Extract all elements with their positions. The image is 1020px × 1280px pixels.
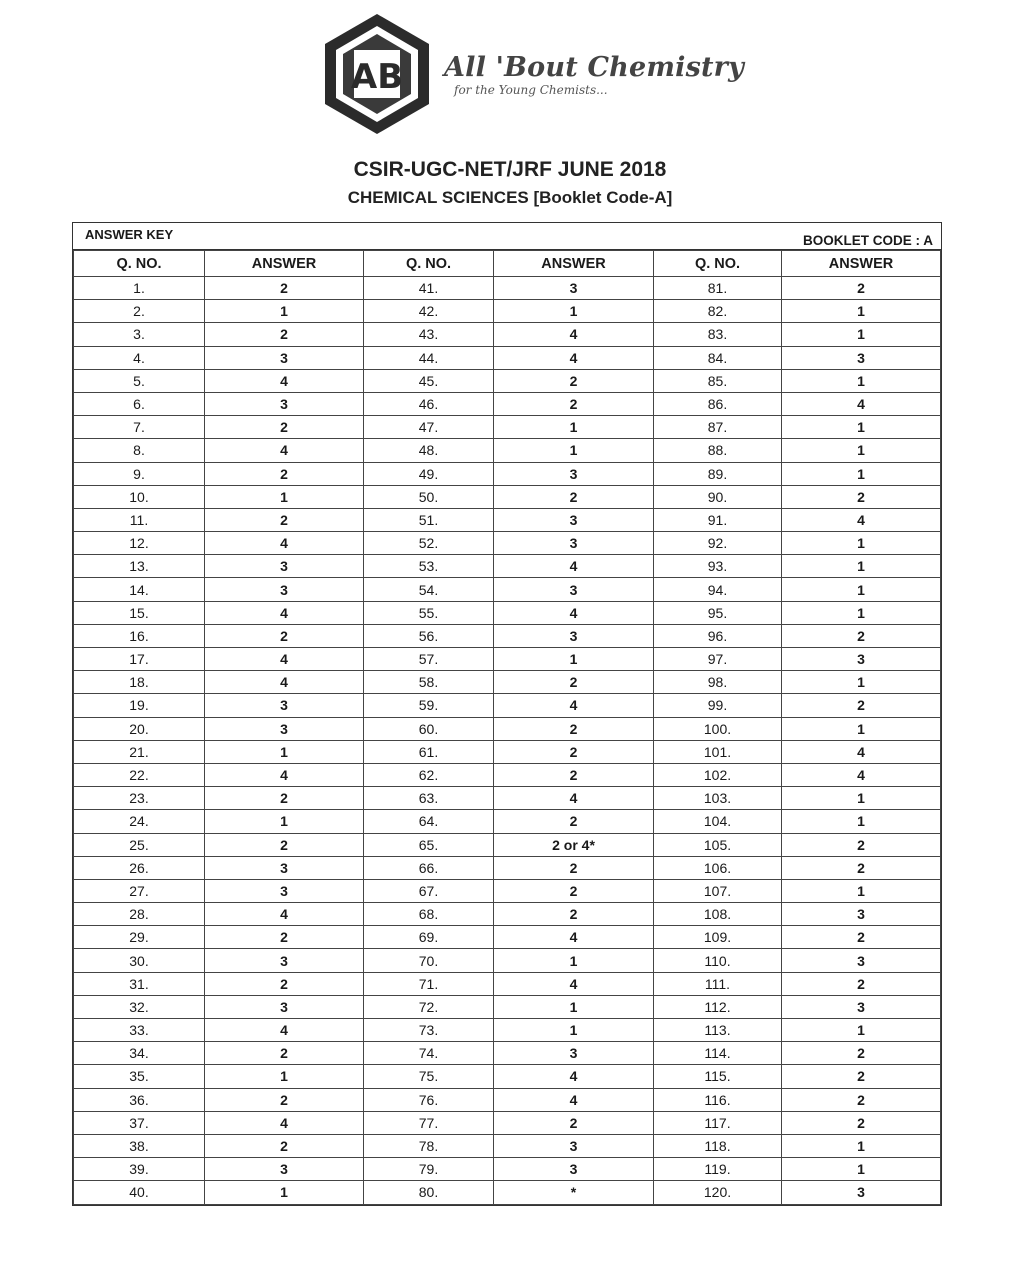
answer-cell: 2 <box>782 926 941 949</box>
answer-cell: 2 <box>782 1088 941 1111</box>
answer-cell: 2 <box>782 485 941 508</box>
question-number-cell: 114. <box>654 1042 782 1065</box>
question-number-cell: 90. <box>654 485 782 508</box>
question-number-cell: 31. <box>74 972 205 995</box>
question-number-cell: 105. <box>654 833 782 856</box>
table-row <box>74 763 941 786</box>
answer-cell: 4 <box>205 648 364 671</box>
answer-cell: 1 <box>494 439 654 462</box>
answer-cell: 2 <box>205 416 364 439</box>
question-number-cell: 21. <box>74 740 205 763</box>
table-row <box>74 601 941 624</box>
question-number-cell: 17. <box>74 648 205 671</box>
answer-cell: 1 <box>782 439 941 462</box>
question-number-cell: 72. <box>364 995 494 1018</box>
answer-cell: 4 <box>494 1065 654 1088</box>
answer-cell: 4 <box>205 601 364 624</box>
monogram-text: AB <box>350 57 404 97</box>
answer-cell: 1 <box>782 578 941 601</box>
answer-cell: 4 <box>782 740 941 763</box>
answer-cell: 2 <box>205 926 364 949</box>
question-number-cell: 92. <box>654 532 782 555</box>
hexagon-monogram-icon <box>322 12 432 136</box>
question-number-cell: 74. <box>364 1042 494 1065</box>
answer-key-label: ANSWER KEY <box>85 227 174 242</box>
answer-cell: 2 <box>494 369 654 392</box>
question-number-cell: 116. <box>654 1088 782 1111</box>
answer-cell: 4 <box>205 903 364 926</box>
question-number-cell: 113. <box>654 1019 782 1042</box>
answer-cell: 2 <box>205 972 364 995</box>
question-number-cell: 28. <box>74 903 205 926</box>
answer-cell: 1 <box>494 416 654 439</box>
answer-cell: 4 <box>494 694 654 717</box>
question-number-cell: 3. <box>74 323 205 346</box>
table-row <box>74 300 941 323</box>
answer-cell: 1 <box>205 300 364 323</box>
page-title: CSIR-UGC-NET/JRF JUNE 2018 <box>353 158 667 181</box>
answer-cell: 3 <box>494 462 654 485</box>
question-number-cell: 65. <box>364 833 494 856</box>
question-number-cell: 41. <box>364 277 494 300</box>
question-number-cell: 38. <box>74 1134 205 1157</box>
table-row <box>74 416 941 439</box>
sheet-header <box>73 223 941 250</box>
question-number-cell: 49. <box>364 462 494 485</box>
answer-cell: 1 <box>205 1181 364 1204</box>
answer-cell: 2 <box>782 1042 941 1065</box>
answer-cell: 2 <box>494 856 654 879</box>
table-row <box>74 903 941 926</box>
answer-cell: 3 <box>205 856 364 879</box>
column-header: Q. NO. <box>364 251 494 277</box>
question-number-cell: 85. <box>654 369 782 392</box>
answer-cell: 3 <box>494 1042 654 1065</box>
question-number-cell: 86. <box>654 392 782 415</box>
question-number-cell: 36. <box>74 1088 205 1111</box>
answer-cell: 2 <box>494 485 654 508</box>
question-number-cell: 107. <box>654 879 782 902</box>
question-number-cell: 79. <box>364 1158 494 1181</box>
answer-cell: 1 <box>494 300 654 323</box>
answer-key-sheet <box>72 222 942 1206</box>
answer-cell: 1 <box>782 323 941 346</box>
answer-cell: 3 <box>205 717 364 740</box>
question-number-cell: 13. <box>74 555 205 578</box>
table-row <box>74 578 941 601</box>
question-number-cell: 96. <box>654 624 782 647</box>
question-number-cell: 25. <box>74 833 205 856</box>
question-number-cell: 30. <box>74 949 205 972</box>
table-row <box>74 995 941 1018</box>
question-number-cell: 101. <box>654 740 782 763</box>
table-row <box>74 648 941 671</box>
answer-cell: 2 <box>205 787 364 810</box>
question-number-cell: 19. <box>74 694 205 717</box>
question-number-cell: 48. <box>364 439 494 462</box>
answer-cell: 2 <box>494 903 654 926</box>
table-row <box>74 972 941 995</box>
answer-key-table <box>73 250 941 1205</box>
question-number-cell: 57. <box>364 648 494 671</box>
booklet-code-label: BOOKLET CODE : A <box>803 233 933 248</box>
answer-cell: 4 <box>782 392 941 415</box>
question-number-cell: 40. <box>74 1181 205 1204</box>
table-row <box>74 323 941 346</box>
question-number-cell: 94. <box>654 578 782 601</box>
answer-cell: 1 <box>782 1134 941 1157</box>
answer-cell: 3 <box>782 648 941 671</box>
answer-cell: 1 <box>205 485 364 508</box>
answer-cell: 4 <box>205 369 364 392</box>
question-number-cell: 99. <box>654 694 782 717</box>
question-number-cell: 43. <box>364 323 494 346</box>
answer-cell: 3 <box>782 903 941 926</box>
answer-cell: 2 <box>782 1065 941 1088</box>
question-number-cell: 39. <box>74 1158 205 1181</box>
answer-cell: 3 <box>494 624 654 647</box>
question-number-cell: 98. <box>654 671 782 694</box>
answer-cell: 4 <box>494 346 654 369</box>
answer-cell: 1 <box>782 1158 941 1181</box>
answer-cell: 2 <box>494 392 654 415</box>
table-row <box>74 787 941 810</box>
answer-cell: 2 <box>782 833 941 856</box>
answer-cell: 3 <box>494 1158 654 1181</box>
table-row <box>74 439 941 462</box>
answer-cell: 4 <box>782 508 941 531</box>
table-row <box>74 1042 941 1065</box>
question-number-cell: 18. <box>74 671 205 694</box>
answer-cell: 3 <box>205 995 364 1018</box>
question-number-cell: 6. <box>74 392 205 415</box>
answer-cell: 2 <box>205 1042 364 1065</box>
answer-cell: 4 <box>494 601 654 624</box>
answer-cell: 3 <box>205 879 364 902</box>
answer-cell: 2 <box>205 833 364 856</box>
question-number-cell: 77. <box>364 1111 494 1134</box>
answer-cell: 3 <box>205 949 364 972</box>
question-number-cell: 69. <box>364 926 494 949</box>
question-number-cell: 95. <box>654 601 782 624</box>
page-subtitle: CHEMICAL SCIENCES [Booklet Code-A] <box>347 188 673 207</box>
question-number-cell: 89. <box>654 462 782 485</box>
answer-cell: 4 <box>494 926 654 949</box>
answer-cell: 2 <box>782 972 941 995</box>
answer-cell: 2 <box>205 323 364 346</box>
table-header-row <box>74 251 941 277</box>
table-row <box>74 717 941 740</box>
question-number-cell: 106. <box>654 856 782 879</box>
question-number-cell: 33. <box>74 1019 205 1042</box>
table-row <box>74 508 941 531</box>
answer-cell: 3 <box>494 578 654 601</box>
table-row <box>74 1019 941 1042</box>
question-number-cell: 70. <box>364 949 494 972</box>
table-row <box>74 462 941 485</box>
answer-cell: 1 <box>782 532 941 555</box>
brand-tagline: for the Young Chemists... <box>454 83 608 97</box>
answer-cell: 3 <box>205 694 364 717</box>
question-number-cell: 97. <box>654 648 782 671</box>
answer-cell: 2 <box>494 740 654 763</box>
brand-name: All 'Bout Chemistry <box>444 52 744 83</box>
question-number-cell: 54. <box>364 578 494 601</box>
table-row <box>74 740 941 763</box>
table-row <box>74 555 941 578</box>
table-row <box>74 810 941 833</box>
answer-cell: 2 <box>205 1134 364 1157</box>
answer-cell: 2 <box>782 856 941 879</box>
answer-cell: 1 <box>782 416 941 439</box>
answer-cell: 1 <box>782 555 941 578</box>
answer-cell: 1 <box>782 369 941 392</box>
question-number-cell: 10. <box>74 485 205 508</box>
answer-cell: 2 <box>205 277 364 300</box>
answer-cell: 1 <box>782 300 941 323</box>
answer-cell: 4 <box>205 763 364 786</box>
question-number-cell: 61. <box>364 740 494 763</box>
question-number-cell: 59. <box>364 694 494 717</box>
answer-cell: 3 <box>205 1158 364 1181</box>
question-number-cell: 8. <box>74 439 205 462</box>
answer-cell: 2 <box>782 624 941 647</box>
table-row <box>74 392 941 415</box>
answer-cell: 3 <box>782 1181 941 1204</box>
answer-cell: 4 <box>494 323 654 346</box>
question-number-cell: 91. <box>654 508 782 531</box>
table-row <box>74 926 941 949</box>
question-number-cell: 23. <box>74 787 205 810</box>
table-row <box>74 833 941 856</box>
answer-cell: 1 <box>494 648 654 671</box>
question-number-cell: 24. <box>74 810 205 833</box>
question-number-cell: 32. <box>74 995 205 1018</box>
question-number-cell: 29. <box>74 926 205 949</box>
answer-cell: 2 <box>205 508 364 531</box>
answer-cell: 1 <box>494 995 654 1018</box>
question-number-cell: 47. <box>364 416 494 439</box>
question-number-cell: 81. <box>654 277 782 300</box>
answer-cell: 2 <box>494 763 654 786</box>
table-row <box>74 949 941 972</box>
question-number-cell: 51. <box>364 508 494 531</box>
question-number-cell: 80. <box>364 1181 494 1204</box>
question-number-cell: 67. <box>364 879 494 902</box>
column-header: ANSWER <box>494 251 654 277</box>
question-number-cell: 111. <box>654 972 782 995</box>
question-number-cell: 102. <box>654 763 782 786</box>
answer-cell: 4 <box>205 1111 364 1134</box>
answer-cell: 4 <box>494 787 654 810</box>
table-row <box>74 485 941 508</box>
question-number-cell: 120. <box>654 1181 782 1204</box>
question-number-cell: 93. <box>654 555 782 578</box>
question-number-cell: 75. <box>364 1065 494 1088</box>
answer-cell: 2 <box>205 624 364 647</box>
question-number-cell: 55. <box>364 601 494 624</box>
question-number-cell: 115. <box>654 1065 782 1088</box>
table-row <box>74 879 941 902</box>
answer-cell: 2 <box>494 717 654 740</box>
column-header: Q. NO. <box>654 251 782 277</box>
question-number-cell: 63. <box>364 787 494 810</box>
question-number-cell: 35. <box>74 1065 205 1088</box>
question-number-cell: 100. <box>654 717 782 740</box>
answer-cell: 1 <box>782 671 941 694</box>
question-number-cell: 42. <box>364 300 494 323</box>
table-row <box>74 532 941 555</box>
question-number-cell: 112. <box>654 995 782 1018</box>
answer-cell: 1 <box>205 1065 364 1088</box>
question-number-cell: 58. <box>364 671 494 694</box>
table-row <box>74 694 941 717</box>
question-number-cell: 119. <box>654 1158 782 1181</box>
answer-cell: 1 <box>782 462 941 485</box>
question-number-cell: 5. <box>74 369 205 392</box>
question-number-cell: 45. <box>364 369 494 392</box>
answer-cell: 2 <box>494 810 654 833</box>
question-number-cell: 12. <box>74 532 205 555</box>
question-number-cell: 64. <box>364 810 494 833</box>
question-number-cell: 71. <box>364 972 494 995</box>
table-row <box>74 856 941 879</box>
question-number-cell: 11. <box>74 508 205 531</box>
question-number-cell: 66. <box>364 856 494 879</box>
answer-cell: 3 <box>782 995 941 1018</box>
question-number-cell: 60. <box>364 717 494 740</box>
question-number-cell: 26. <box>74 856 205 879</box>
question-number-cell: 83. <box>654 323 782 346</box>
table-row <box>74 1134 941 1157</box>
table-row <box>74 1088 941 1111</box>
table-row <box>74 1111 941 1134</box>
answer-cell: 3 <box>205 346 364 369</box>
question-number-cell: 56. <box>364 624 494 647</box>
answer-cell: 3 <box>205 578 364 601</box>
question-number-cell: 109. <box>654 926 782 949</box>
answer-cell: 4 <box>782 763 941 786</box>
answer-cell: 2 <box>494 671 654 694</box>
question-number-cell: 50. <box>364 485 494 508</box>
answer-cell: 2 <box>205 1088 364 1111</box>
answer-cell: 1 <box>782 787 941 810</box>
table-row <box>74 1065 941 1088</box>
question-number-cell: 52. <box>364 532 494 555</box>
answer-cell: 4 <box>205 1019 364 1042</box>
logo <box>322 12 744 136</box>
question-number-cell: 104. <box>654 810 782 833</box>
column-header: Q. NO. <box>74 251 205 277</box>
answer-cell: 2 <box>782 694 941 717</box>
answer-cell: 3 <box>494 1134 654 1157</box>
answer-cell: 2 <box>782 1111 941 1134</box>
answer-cell: 4 <box>494 1088 654 1111</box>
answer-cell: 1 <box>782 1019 941 1042</box>
question-number-cell: 22. <box>74 763 205 786</box>
question-number-cell: 78. <box>364 1134 494 1157</box>
question-number-cell: 68. <box>364 903 494 926</box>
answer-cell: 1 <box>494 949 654 972</box>
answer-cell: 4 <box>205 439 364 462</box>
table-row <box>74 346 941 369</box>
question-number-cell: 87. <box>654 416 782 439</box>
answer-cell: 4 <box>494 972 654 995</box>
answer-cell: * <box>494 1181 654 1204</box>
question-number-cell: 84. <box>654 346 782 369</box>
answer-cell: 1 <box>205 810 364 833</box>
answer-cell: 4 <box>205 671 364 694</box>
question-number-cell: 117. <box>654 1111 782 1134</box>
question-number-cell: 15. <box>74 601 205 624</box>
question-number-cell: 62. <box>364 763 494 786</box>
answer-cell: 3 <box>205 555 364 578</box>
answer-cell: 4 <box>494 555 654 578</box>
answer-cell: 1 <box>782 717 941 740</box>
question-number-cell: 37. <box>74 1111 205 1134</box>
question-number-cell: 2. <box>74 300 205 323</box>
question-number-cell: 27. <box>74 879 205 902</box>
answer-cell: 1 <box>494 1019 654 1042</box>
answer-cell: 3 <box>494 532 654 555</box>
question-number-cell: 16. <box>74 624 205 647</box>
column-header: ANSWER <box>782 251 941 277</box>
question-number-cell: 73. <box>364 1019 494 1042</box>
answer-cell: 2 <box>494 879 654 902</box>
table-row <box>74 369 941 392</box>
table-row <box>74 277 941 300</box>
column-header: ANSWER <box>205 251 364 277</box>
table-row <box>74 1181 941 1204</box>
answer-cell: 2 <box>205 462 364 485</box>
question-number-cell: 34. <box>74 1042 205 1065</box>
answer-cell: 3 <box>494 508 654 531</box>
answer-cell: 4 <box>205 532 364 555</box>
question-number-cell: 44. <box>364 346 494 369</box>
question-number-cell: 1. <box>74 277 205 300</box>
question-number-cell: 53. <box>364 555 494 578</box>
question-number-cell: 110. <box>654 949 782 972</box>
table-row <box>74 1158 941 1181</box>
answer-cell: 1 <box>782 810 941 833</box>
table-row <box>74 671 941 694</box>
question-number-cell: 4. <box>74 346 205 369</box>
question-number-cell: 82. <box>654 300 782 323</box>
table-row <box>74 624 941 647</box>
question-number-cell: 108. <box>654 903 782 926</box>
answer-cell: 3 <box>782 346 941 369</box>
answer-cell: 2 or 4* <box>494 833 654 856</box>
question-number-cell: 14. <box>74 578 205 601</box>
answer-cell: 2 <box>494 1111 654 1134</box>
question-number-cell: 88. <box>654 439 782 462</box>
question-number-cell: 76. <box>364 1088 494 1111</box>
answer-cell: 1 <box>205 740 364 763</box>
question-number-cell: 118. <box>654 1134 782 1157</box>
question-number-cell: 103. <box>654 787 782 810</box>
question-number-cell: 7. <box>74 416 205 439</box>
answer-cell: 3 <box>494 277 654 300</box>
answer-cell: 1 <box>782 879 941 902</box>
answer-cell: 3 <box>782 949 941 972</box>
question-number-cell: 9. <box>74 462 205 485</box>
question-number-cell: 46. <box>364 392 494 415</box>
answer-cell: 1 <box>782 601 941 624</box>
question-number-cell: 20. <box>74 717 205 740</box>
answer-cell: 3 <box>205 392 364 415</box>
answer-cell: 2 <box>782 277 941 300</box>
